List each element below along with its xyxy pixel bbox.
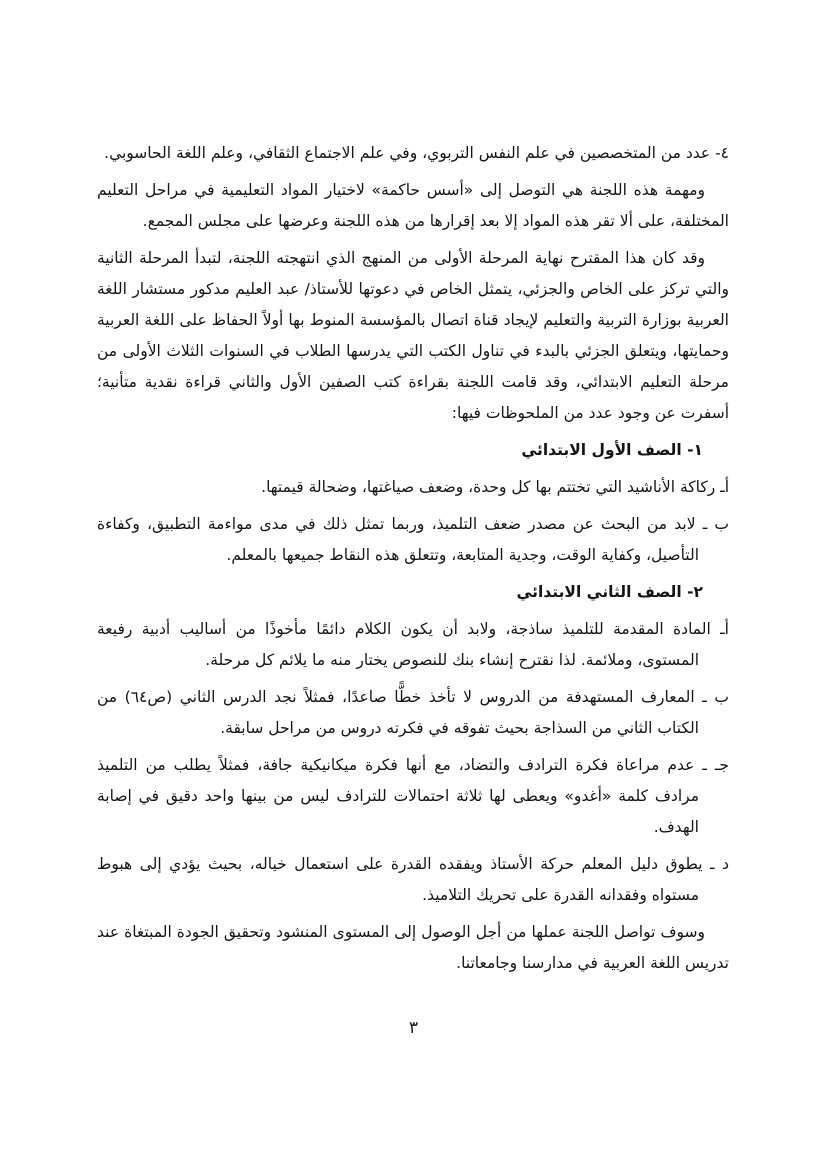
para-first-phase: وقد كان هذا المقترح نهاية المرحلة الأولى من المنهج الذي انتهجته اللجنة، لتبدأ المرحلة الثانية والتي تركز على الخاص والجزئي، يتمثل الخاص في دعوتها للأستاذ/ عبد العليم مدكور مستشار اللغة العربية بوزارة التربية والتعليم لإيجاد قناة اتصال بالمؤسسة المنوط بها أولاً الحفاظ على اللغة العربية وحمايتها، ويتعلق الجزئي بالبدء في تناول الكتب التي يدرسها الطلاب في السنوات الثلاث الأولى من مرحلة التعليم الابتدائي، وقد قامت اللجنة بقراءة كتب الصفين الأول والثاني قراءة نقدية متأنية؛ أسفرت عن وجود عدد من الملحوظات فيها:	[97, 249, 729, 422]
heading-second-grade: ٢- الصف الثاني الابتدائي	[516, 583, 703, 601]
item-c-second-grade: جـ ـ عدم مراعاة فكرة الترادف والتضاد، مع أنها فكرة ميكانيكية جافة، فمثلاً يطلب من التلميذ مرادف كلمة «أغدو» ويعطى لها ثلاثة احتمالات للترادف ليس من بينها واحد دقيق في إصابة الهدف.	[97, 756, 729, 836]
list-item-4: ٤- عدد من المتخصصين في علم النفس التربوي، وفي علم الاجتماع الثقافي، وعلم اللغة الحاسوبي.	[104, 144, 729, 162]
item-a-second-grade: أـ المادة المقدمة للتلميذ ساذجة، ولابد أن يكون الكلام دائمًا مأخوذًا من أساليب أدبية رفيعة المستوى، وملائمة. لذا نقترح إنشاء بنك للنصوص يختار منه ما يلائم كل مرحلة.	[97, 620, 729, 669]
item-b-first-grade: ب ـ لابد من البحث عن مصدر ضعف التلميذ، وربما تمثل ذلك في مدى مواءمة التطبيق، وكفاءة التأصيل، وكفاية الوقت، وجدية المتابعة، وتتعلق هذه النقاط جميعها بالمعلم.	[97, 515, 729, 564]
page-number: ٣	[408, 1018, 419, 1038]
heading-first-grade: ١- الصف الأول الابتدائي	[521, 441, 703, 459]
para-committee-mission: ومهمة هذه اللجنة هي التوصل إلى «أسس حاكمة» لاختيار المواد التعليمية في مراحل التعليم المختلفة، على ألا تقر هذه المواد إلا بعد إقرارها من هذه اللجنة وعرضها على مجلس المجمع.	[97, 181, 729, 230]
item-b-second-grade: ب ـ المعارف المستهدفة من الدروس لا تأخذ خطًّا صاعدًا، فمثلاً نجد الدرس الثاني (ص٦٤) من الكتاب الثاني من السذاجة بحيث تفوقه في فكرته دروس من مراحل سابقة.	[97, 688, 730, 737]
para-closing: وسوف تواصل اللجنة عملها من أجل الوصول إلى المستوى المنشود وتحقيق الجودة المبتغاة عند تدريس اللغة العربية في مدارسنا وجامعاتنا.	[97, 923, 729, 972]
document-text-block	[97, 138, 729, 985]
item-a-first-grade: أـ ركاكة الأناشيد التي تختتم بها كل وحدة، وضعف صياغتها، وضحالة قيمتها.	[261, 478, 729, 496]
item-d-second-grade: د ـ يطوق دليل المعلم حركة الأستاذ ويفقده القدرة على استعمال خياله، بحيث يؤدي إلى هبوط مستواه وفقدانه القدرة على تحريك التلاميذ.	[97, 855, 729, 904]
